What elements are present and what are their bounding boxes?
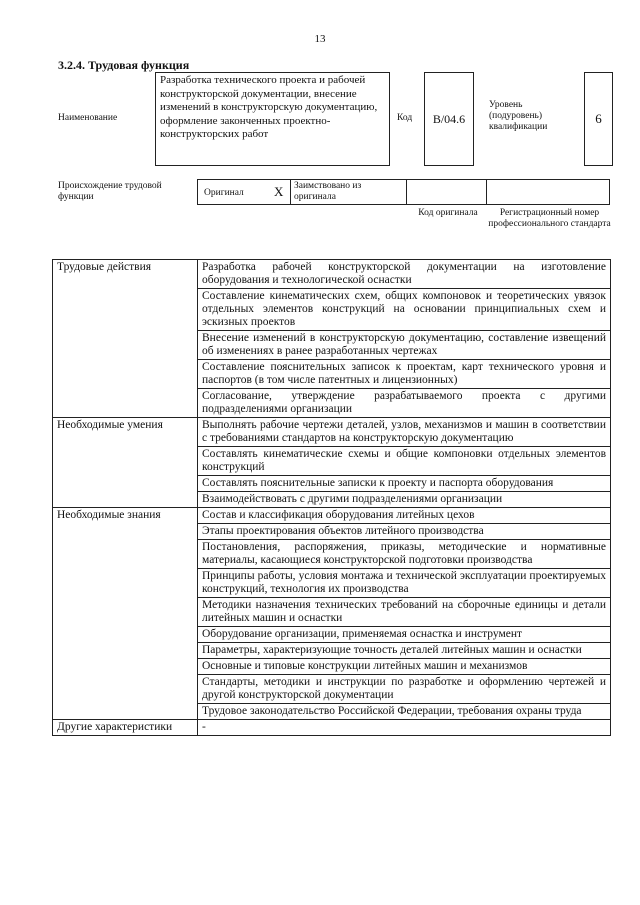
table-cell: Составлять пояснительные записки к проекту и паспорта оборудования: [198, 476, 611, 492]
table-cell: Этапы проектирования объектов литейного производства: [198, 524, 611, 540]
table-cell: Постановления, распоряжения, приказы, методические и нормативные материалы, касающиеся конструкторской подготовки производства: [198, 540, 611, 569]
origin-row: [197, 179, 610, 205]
page-number: 13: [314, 33, 326, 45]
original-code-cell: [406, 180, 486, 204]
table-cell: Трудовое законодательство Российской Федерации, требования охраны труда: [198, 704, 611, 720]
table-cell: Оборудование организации, применяемая оснастка и инструмент: [198, 627, 611, 643]
section-title: 3.2.4. Трудовая функция: [58, 58, 190, 72]
reg-number-cell: [486, 180, 611, 204]
table-cell: Принципы работы, условия монтажа и технической эксплуатации проектируемых конструкций, технология их производства: [198, 569, 611, 598]
level-value: 6: [584, 72, 613, 166]
borrowed-cell: [290, 180, 406, 204]
table-cell: Составление кинематических схем, общих компоновок и теоретических увязок отдельных элементов конструкций на основании принципиальных схем и эскизных проектов: [198, 289, 611, 331]
table-row: [53, 260, 611, 289]
original-mark: X: [274, 184, 284, 199]
original-code-caption: Код оригинала: [418, 208, 478, 218]
table-cell: Согласование, утверждение разрабатываемого проекта с другими подразделениями организации: [198, 389, 611, 418]
name-label: Наименование: [58, 113, 118, 123]
original-label: Оригинал: [204, 188, 244, 198]
table-cell: Разработка рабочей конструкторской документации на изготовление оборудования и технологической оснастки: [198, 260, 611, 289]
table-cell: Параметры, характеризующие точность деталей литейных машин и оснастки: [198, 643, 611, 659]
table-cell: Основные и типовые конструкции литейных машин и механизмов: [198, 659, 611, 675]
table-row: [53, 508, 611, 524]
row-group-label: Трудовые действия: [53, 260, 198, 418]
origin-label: Происхождение трудовой функции: [58, 181, 162, 202]
borrowed-label: Заимствовано из оригинала: [294, 181, 362, 202]
row-group-label: Необходимые умения: [53, 418, 198, 508]
table-cell: -: [198, 720, 611, 736]
table-cell: Выполнять рабочие чертежи деталей, узлов, механизмов и машин в соответствии с требованиями стандартов на конструкторскую документацию: [198, 418, 611, 447]
code-label: Код: [397, 113, 413, 123]
row-group-label: Другие характеристики: [53, 720, 198, 736]
table-cell: Состав и классификация оборудования литейных цехов: [198, 508, 611, 524]
table-cell: Внесение изменений в конструкторскую документацию, составление извещений об изменениях в ранее разработанных чертежах: [198, 331, 611, 360]
table-cell: Взаимодействовать с другими подразделениями организации: [198, 492, 611, 508]
function-table: [52, 259, 611, 736]
table-cell: Составлять кинематические схемы и общие компоновки отдельных элементов конструкций: [198, 447, 611, 476]
table-cell: Методики назначения технических требований на сборочные единицы и детали литейных машин и оснастки: [198, 598, 611, 627]
table-row: [53, 418, 611, 447]
table-row: [53, 720, 611, 736]
row-group-label: Необходимые знания: [53, 508, 198, 720]
table-cell: Составление пояснительных записок к проектам, карт технического уровня и паспортов (в том числе патентных и лицензионных): [198, 360, 611, 389]
level-label: Уровень (подуровень) квалификации: [489, 100, 548, 132]
table-cell: Стандарты, методики и инструкции по разработке и оформлению чертежей и другой конструкторской документации: [198, 675, 611, 704]
reg-number-caption: Регистрационный номер профессионального стандарта: [488, 208, 611, 229]
function-name: Разработка технического проекта и рабочей конструкторской документации, внесение изменений в конструкторскую документацию, оформление законченных проектно-конструкторских работ: [155, 72, 390, 166]
code-value: В/04.6: [424, 72, 474, 166]
